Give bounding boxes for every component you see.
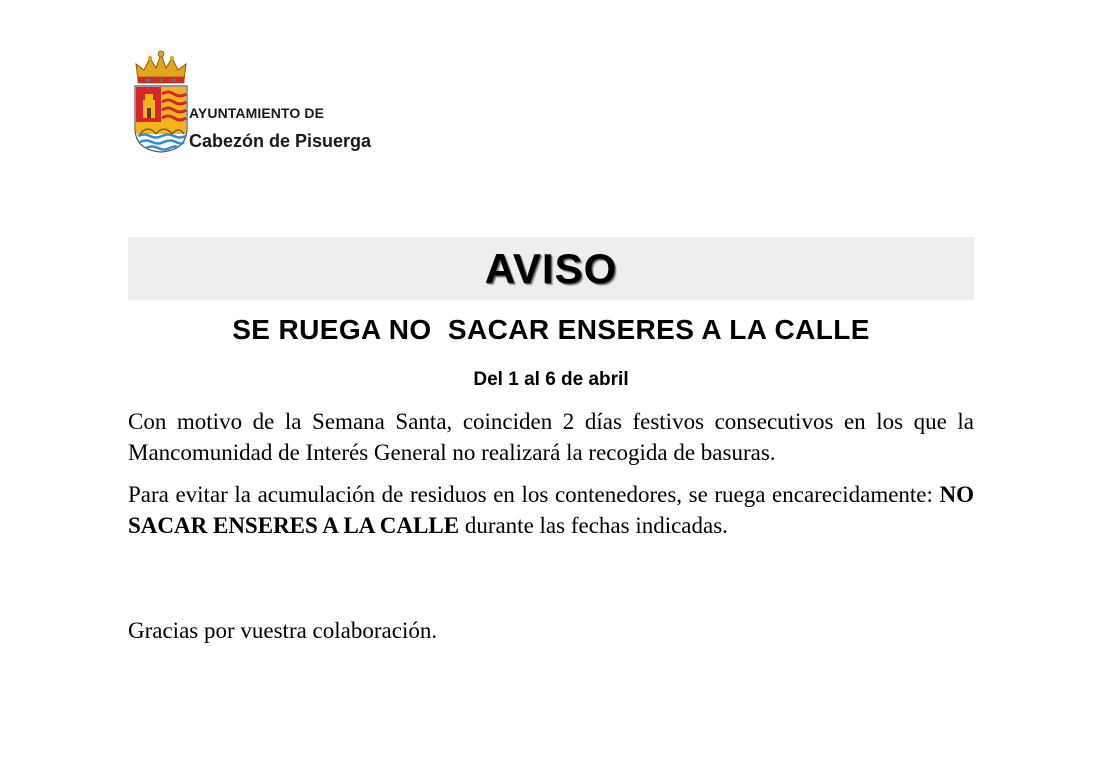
organization-line-1: AYUNTAMIENTO DE	[189, 105, 325, 121]
paragraph-request-emphasis: NO SACAR ENSERES A LA CALLE	[128, 482, 974, 538]
paragraph-request	[128, 480, 974, 541]
closing-text: Gracias por vuestra colaboración.	[128, 618, 438, 643]
notice-title: AVISO	[484, 244, 618, 292]
paragraph-reason: Con motivo de la Semana Santa, coinciden 2 días festivos consecutivos en los que la Mancomunidad de Interés General no realizará la recogida de basuras.	[128, 409, 974, 465]
paragraph-request-intro: Para evitar la acumulación de residuos en los contenedores, se ruega encarecidamente:	[128, 482, 940, 507]
letterhead	[132, 50, 452, 156]
coat-of-arms-icon	[132, 50, 190, 154]
paragraph-request-end: durante las fechas indicadas.	[459, 512, 728, 538]
notice-headline: SE RUEGA NO SACAR ENSERES A LA CALLE	[232, 314, 870, 345]
notice-title-band	[128, 237, 974, 300]
organization-name: Cabezón de Pisuerga	[189, 131, 372, 151]
notice-dates: Del 1 al 6 de abril	[473, 369, 629, 390]
